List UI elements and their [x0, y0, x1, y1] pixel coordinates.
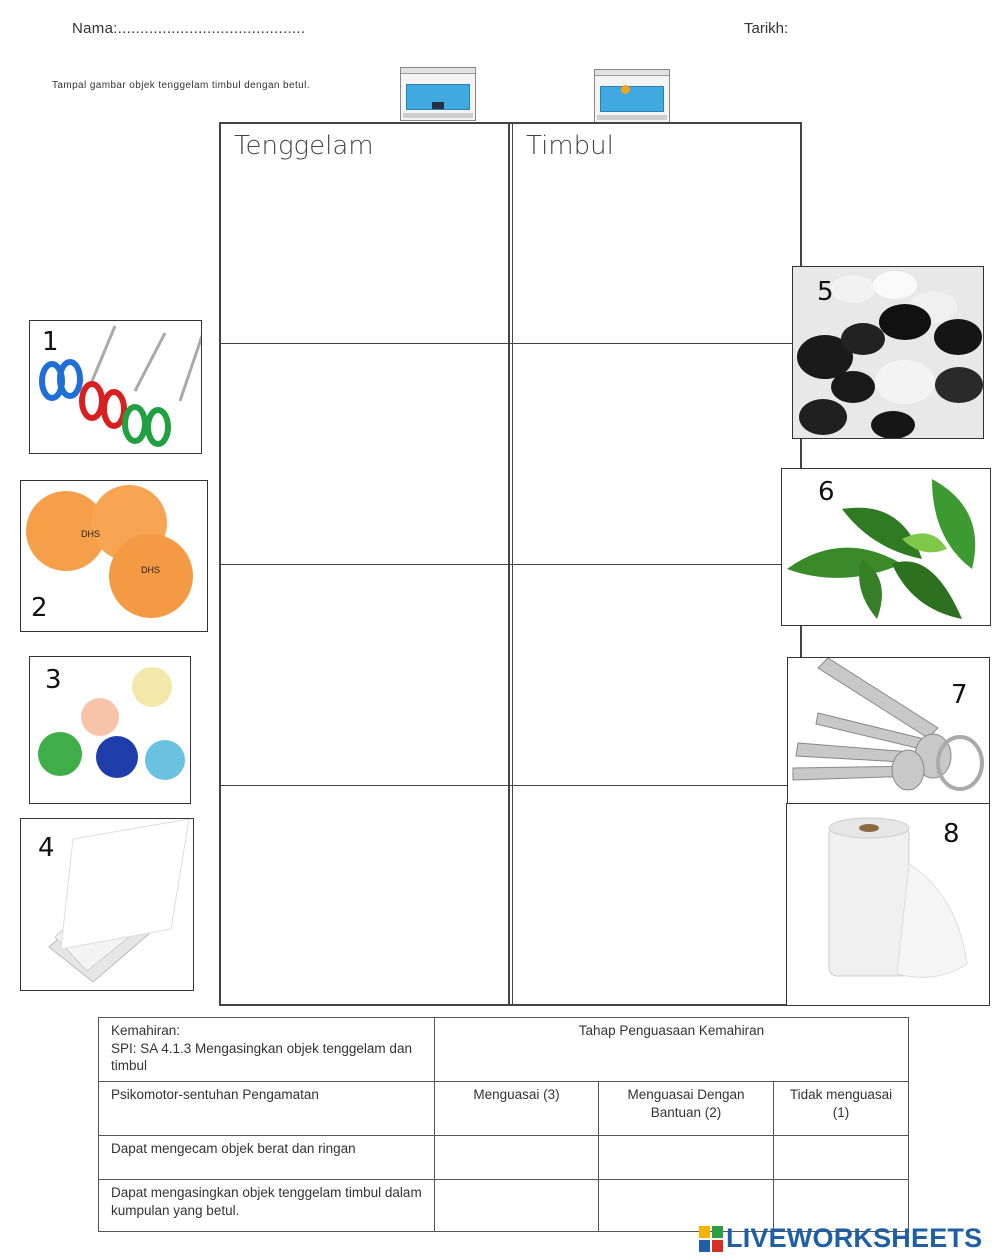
svg-text:DHS: DHS	[141, 565, 161, 575]
drop-zone-sink-2[interactable]	[221, 344, 508, 564]
criteria-2: Dapat mengasingkan objek tenggelam timbul dalam kumpulan yang betul.	[99, 1180, 435, 1232]
level-3-header: Menguasai (3)	[435, 1082, 599, 1136]
drop-zone-sink-4[interactable]	[221, 786, 508, 1004]
drop-zone-sink-1[interactable]	[221, 124, 508, 343]
paper-towel-icon	[787, 804, 990, 1006]
criteria-1-level-3-cell[interactable]	[435, 1136, 599, 1180]
liveworksheets-brand[interactable]: LIVEWORKSHEETS	[726, 1223, 983, 1253]
drop-zone-sink-3[interactable]	[221, 565, 508, 785]
criteria-1-level-1-cell[interactable]	[774, 1136, 909, 1180]
float-tank-icon	[594, 69, 670, 123]
liveworksheets-logo-icon	[699, 1226, 723, 1252]
item-card-marbles[interactable]	[29, 656, 191, 804]
skill-cell	[99, 1018, 435, 1082]
drop-zone-float-1[interactable]	[513, 124, 800, 343]
item-number: 4	[38, 833, 55, 863]
sink-tank-icon	[400, 67, 476, 121]
psychomotor-label: Psikomotor-sentuhan Pengamatan	[99, 1082, 435, 1136]
item-card-keys[interactable]	[787, 657, 990, 804]
item-number: 8	[943, 819, 960, 849]
criteria-2-level-3-cell[interactable]	[435, 1180, 599, 1232]
item-number: 5	[817, 277, 834, 307]
level-1-header: Tidak menguasai (1)	[774, 1082, 909, 1136]
item-card-paper-towel[interactable]	[786, 803, 990, 1006]
skill-label: Kemahiran:	[111, 1023, 181, 1038]
assessment-rubric-table	[98, 1017, 909, 1232]
name-field-label: Nama:..........................................	[72, 20, 306, 37]
instruction-text: Tampal gambar objek tenggelam timbul dengan betul.	[52, 80, 310, 91]
item-card-scissors[interactable]	[29, 320, 202, 454]
item-number: 7	[951, 680, 968, 710]
float-column-title: Timbul	[526, 131, 614, 161]
date-field-label: Tarikh:	[744, 20, 789, 37]
leaves-icon	[782, 469, 991, 626]
item-number: 3	[45, 665, 62, 695]
item-card-pebbles[interactable]	[792, 266, 984, 439]
level-2-header: Menguasai Dengan Bantuan (2)	[599, 1082, 774, 1136]
sink-column-title: Tenggelam	[234, 131, 374, 161]
item-card-paper[interactable]	[20, 818, 194, 991]
item-number: 1	[42, 327, 59, 357]
criteria-1-level-2-cell[interactable]	[599, 1136, 774, 1180]
svg-text:DHS: DHS	[81, 529, 101, 539]
ping-pong-balls-icon	[21, 481, 208, 632]
item-number: 6	[818, 477, 835, 507]
item-number: 2	[31, 593, 48, 623]
item-card-ping-pong-balls[interactable]	[20, 480, 208, 632]
criteria-1: Dapat mengecam objek berat dan ringan	[99, 1136, 435, 1180]
item-card-leaves[interactable]	[781, 468, 991, 626]
mastery-level-header: Tahap Penguasaan Kemahiran	[435, 1018, 909, 1082]
drop-zone-float-4[interactable]	[513, 786, 800, 1004]
drop-zone-float-3[interactable]	[513, 565, 800, 785]
drop-zone-float-2[interactable]	[513, 344, 800, 564]
spi-text: SPI: SA 4.1.3 Mengasingkan objek tenggelam dan timbul	[111, 1040, 412, 1074]
